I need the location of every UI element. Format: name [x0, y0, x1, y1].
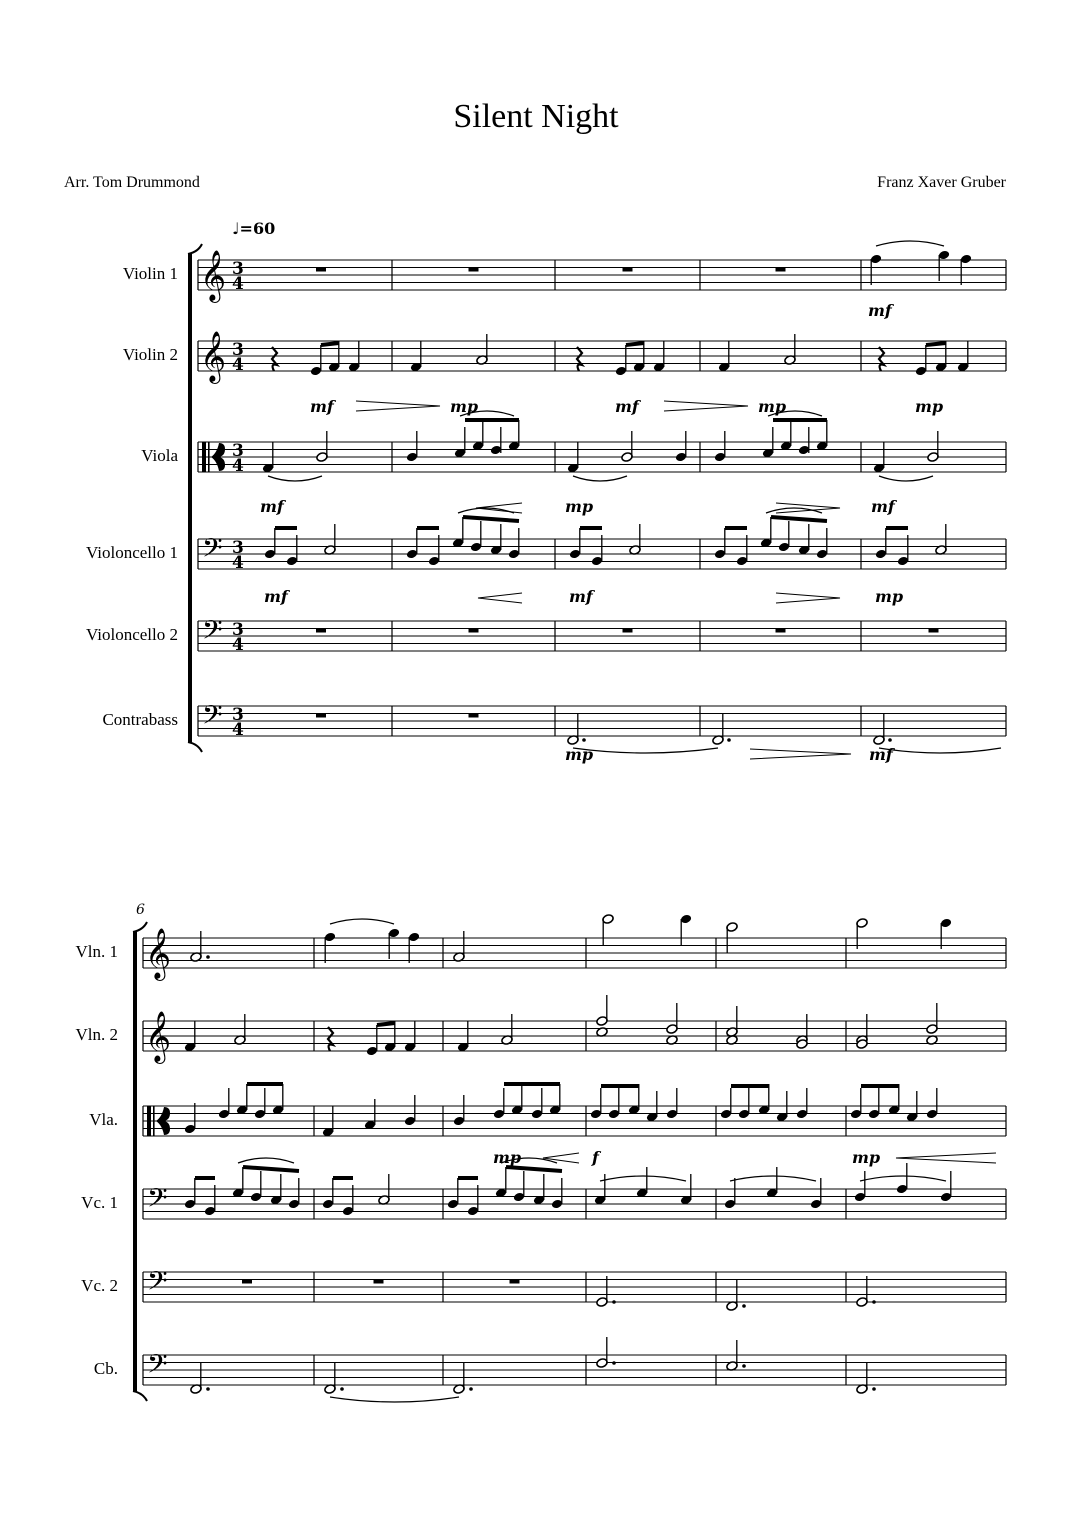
dynamic-marking: mf	[310, 397, 334, 416]
augmentation-dot	[612, 1300, 616, 1304]
instrument-label: Vla.	[89, 1110, 118, 1129]
bass-clef: 𝄢	[147, 1182, 168, 1220]
dynamic-marking: mp	[450, 397, 479, 416]
dynamic-marking: mp	[493, 1148, 522, 1167]
bass-clef: 𝄢	[147, 1265, 168, 1303]
note-beam	[506, 1167, 562, 1171]
bass-clef: 𝄢	[202, 699, 223, 737]
slur	[330, 1397, 459, 1402]
note-beam	[771, 517, 827, 521]
alto-clef-bar	[153, 1106, 155, 1136]
slur	[766, 508, 822, 513]
whole-rest	[469, 714, 479, 718]
slur	[330, 919, 394, 924]
augmentation-dot	[742, 1304, 746, 1308]
time-signature-bottom: 4	[232, 720, 244, 740]
dynamic-marking: mp	[875, 587, 904, 606]
dynamic-marking: mf	[569, 587, 593, 606]
dynamic-marking: mf	[871, 497, 895, 516]
slur	[879, 476, 933, 481]
whole-rest	[316, 714, 326, 718]
time-signature-bottom: 4	[232, 456, 244, 476]
decrescendo-hairpin	[356, 401, 440, 411]
dynamic-marking: mp	[915, 397, 944, 416]
augmentation-dot	[582, 738, 586, 742]
system-1	[86, 241, 1006, 764]
treble-clef: 𝄞	[145, 1011, 172, 1062]
bass-clef: 𝄢	[202, 614, 223, 652]
alto-clef-bar	[202, 442, 206, 472]
instrument-label: Violoncello 2	[86, 625, 178, 644]
augmentation-dot	[888, 738, 892, 742]
dynamic-marking: mp	[565, 497, 594, 516]
quarter-rest	[879, 347, 884, 371]
whole-rest	[469, 629, 479, 633]
instrument-label: Vln. 1	[75, 942, 118, 961]
bass-clef: 𝄢	[202, 532, 223, 570]
whole-rest	[510, 1280, 520, 1284]
augmentation-dot	[206, 1387, 210, 1391]
instrument-label: Contrabass	[102, 710, 178, 729]
note-beam	[243, 1167, 299, 1171]
slur	[268, 476, 322, 481]
decrescendo-hairpin	[750, 749, 851, 759]
time-signature-bottom: 4	[232, 355, 244, 375]
instrument-label: Vc. 1	[81, 1193, 118, 1212]
note-beam	[626, 343, 644, 345]
note-beam	[463, 517, 519, 521]
slur	[573, 748, 718, 753]
quarter-rest	[328, 1027, 333, 1051]
dynamic-marking: mf	[868, 301, 892, 320]
note-beam	[926, 343, 946, 345]
augmentation-dot	[340, 1387, 344, 1391]
instrument-label: Vc. 2	[81, 1276, 118, 1295]
augmentation-dot	[612, 1361, 616, 1365]
crescendo-hairpin	[896, 1153, 996, 1163]
time-signature-top: 3	[232, 340, 244, 360]
slur	[600, 1176, 686, 1181]
time-signature-top: 3	[232, 441, 244, 461]
note-beam	[321, 343, 339, 345]
slur	[876, 241, 944, 246]
bracket-bottom-hook	[188, 742, 202, 752]
instrument-label: Viola	[141, 446, 178, 465]
quarter-rest	[577, 347, 582, 371]
quarter-rest	[272, 347, 277, 371]
dynamic-marking: mp	[565, 745, 594, 764]
dynamic-marking: mf	[869, 745, 893, 764]
alto-clef-bar	[208, 442, 210, 472]
tempo-marking: ♩=60	[232, 219, 276, 238]
measure-number: 6	[136, 902, 145, 918]
whole-rest	[242, 1280, 252, 1284]
slur	[879, 748, 1001, 753]
time-signature-bottom: 4	[232, 635, 244, 655]
augmentation-dot	[872, 1300, 876, 1304]
whole-rest	[623, 268, 633, 272]
instrument-label: Vln. 2	[75, 1025, 118, 1044]
whole-rest	[316, 268, 326, 272]
dynamic-marking: mf	[264, 587, 288, 606]
score-title: Silent Night	[453, 98, 619, 135]
treble-clef: 𝄞	[200, 331, 227, 382]
slur	[238, 1158, 294, 1163]
system-bracket	[133, 932, 137, 1391]
decrescendo-hairpin	[664, 401, 748, 411]
whole-rest	[469, 268, 479, 272]
dynamic-marking: mp	[758, 397, 787, 416]
crescendo-hairpin	[543, 1153, 579, 1163]
time-signature-top: 3	[232, 705, 244, 725]
augmentation-dot	[727, 738, 731, 742]
whole-rest	[374, 1280, 384, 1284]
augmentation-dot	[742, 1364, 746, 1368]
decrescendo-hairpin	[776, 593, 840, 603]
instrument-label: Violoncello 1	[86, 543, 178, 562]
whole-rest	[776, 629, 786, 633]
dynamic-marking: f	[592, 1148, 599, 1167]
whole-rest	[316, 629, 326, 633]
whole-rest	[623, 629, 633, 633]
instrument-label: Violin 2	[122, 345, 178, 364]
slur	[730, 1176, 816, 1181]
instrument-label: Cb.	[93, 1359, 118, 1378]
instrument-label: Violin 1	[122, 264, 178, 283]
system-2	[76, 914, 1007, 1402]
augmentation-dot	[469, 1387, 473, 1391]
time-signature-top: 3	[232, 259, 244, 279]
system-bracket	[188, 254, 192, 742]
alto-clef-bar	[147, 1106, 151, 1136]
time-signature-top: 3	[232, 620, 244, 640]
slur	[860, 1176, 946, 1181]
bass-clef: 𝄢	[147, 1348, 168, 1386]
slur	[573, 476, 627, 481]
time-signature-bottom: 4	[232, 274, 244, 294]
dynamic-marking: mf	[615, 397, 639, 416]
time-signature-top: 3	[232, 538, 244, 558]
crescendo-hairpin	[478, 593, 522, 603]
whole-rest	[929, 629, 939, 633]
time-signature-bottom: 4	[232, 553, 244, 573]
bracket-bottom-hook	[133, 1391, 147, 1401]
augmentation-dot	[206, 955, 210, 959]
whole-rest	[776, 268, 786, 272]
composer-credit: Franz Xaver Gruber	[877, 174, 1006, 191]
dynamic-marking: mf	[260, 497, 284, 516]
dynamic-marking: mp	[852, 1148, 881, 1167]
treble-clef: 𝄞	[145, 928, 172, 979]
treble-clef: 𝄞	[200, 250, 227, 301]
note-beam	[377, 1023, 395, 1025]
augmentation-dot	[872, 1387, 876, 1391]
arranger-credit: Arr. Tom Drummond	[64, 174, 200, 191]
